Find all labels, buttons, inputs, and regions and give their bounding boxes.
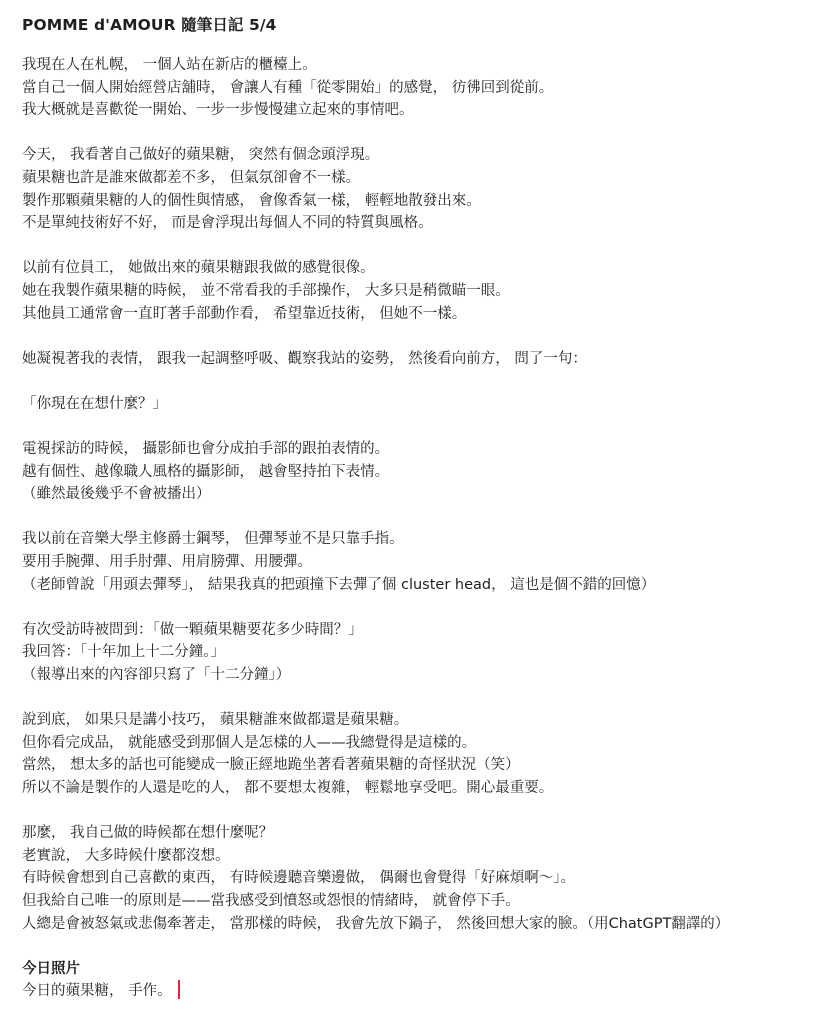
text-line: （雖然最後幾乎不會被播出） xyxy=(22,486,211,503)
paragraph xyxy=(22,528,793,596)
text-line: 人總是會被怒氣或悲傷牽著走， 當那樣的時候， 我會先放下鍋子， 然後回想大家的臉。（用ChatGPT翻譯的） xyxy=(22,915,730,932)
note-body[interactable] xyxy=(22,54,793,958)
paragraph-gap xyxy=(22,596,793,619)
text-cursor xyxy=(178,980,180,999)
text-line: 那麼， 我自己做的時候都在想什麼呢？ xyxy=(22,825,274,842)
text-line: 但你看完成品， 就能感受到那個人是怎樣的人——我總覺得是這樣的。 xyxy=(22,734,477,751)
text-line: 不是單純技術好不好， 而是會浮現出每個人不同的特質與風格。 xyxy=(22,215,433,232)
text-line: 今天， 我看著自己做好的蘋果糖， 突然有個念頭浮現。 xyxy=(22,147,380,164)
paragraph xyxy=(22,438,793,506)
text-line: 我現在人在札幌， 一個人站在新店的櫃檯上。 xyxy=(22,57,317,73)
text-line: 我大概就是喜歡從一開始、一步一步慢慢建立起來的事情吧。 xyxy=(22,102,414,119)
paragraph xyxy=(22,619,793,687)
text-line: 有時候會想到自己喜歡的東西， 有時候邊聽音樂邊做， 偶爾也會覺得「好麻煩啊〜」。 xyxy=(22,870,575,887)
text-line: 她凝視著我的表情， 跟我一起調整呼吸、觀察我站的姿勢， 然後看向前方， 問了一句： xyxy=(22,350,587,367)
text-line: （報導出來的內容卻只寫了「十二分鐘」） xyxy=(22,667,291,684)
paragraph-gap xyxy=(22,235,793,258)
paragraph-gap xyxy=(22,800,793,823)
photo-caption: 今日的蘋果糖， 手作。 xyxy=(22,983,172,1000)
paragraph-gap xyxy=(22,506,793,529)
text-line: 以前有位員工， 她做出來的蘋果糖跟我做的感覺很像。 xyxy=(22,260,375,277)
text-line: 越有個性、越像職人風格的攝影師， 越會堅持拍下表情。 xyxy=(22,463,390,480)
paragraph-gap xyxy=(22,416,793,439)
text-line: 電視採訪的時候， 攝影師也會分成拍手部的跟拍表情的。 xyxy=(22,441,390,458)
text-line: 說到底， 如果只是講小技巧， 蘋果糖誰來做都還是蘋果糖。 xyxy=(22,712,409,729)
text-line: 老實說， 大多時候什麼都沒想。 xyxy=(22,847,230,864)
photo-section-heading: 今日照片 xyxy=(22,960,80,977)
text-line: （老師曾說「用頭去彈琴」， 結果我真的把頭撞下去彈了個 cluster head， 這也是個不錯的回憶） xyxy=(22,576,656,593)
paragraph-gap xyxy=(22,687,793,710)
photo-caption-line[interactable] xyxy=(22,980,793,1003)
paragraph xyxy=(22,257,793,325)
text-line: 有次受訪時被問到：「做一顆蘋果糖要花多少時間？」 xyxy=(22,621,363,638)
text-line: 當自己一個人開始經營店舖時， 會讓人有種「從零開始」的感覺， 彷彿回到從前。 xyxy=(22,79,554,96)
paragraph-gap xyxy=(22,325,793,348)
text-line: 製作那顆蘋果糖的人的個性與情感， 會像香氣一樣， 輕輕地散發出來。 xyxy=(22,192,481,209)
text-line: 她在我製作蘋果糖的時候， 並不常看我的手部操作， 大多只是稍微瞄一眼。 xyxy=(22,282,510,299)
text-line: 其他員工通常會一直盯著手部動作看， 希望靠近技術， 但她不一樣。 xyxy=(22,305,467,322)
text-line: 「你現在在想什麼？」 xyxy=(22,395,167,412)
text-line: 當然， 想太多的話也可能變成一臉正經地跪坐著看著蘋果糖的奇怪狀況（笑） xyxy=(22,757,520,774)
paragraph-gap xyxy=(22,122,793,145)
paragraph xyxy=(22,393,793,416)
text-line: 我回答：「十年加上十二分鐘。」 xyxy=(22,644,225,661)
paragraph xyxy=(22,822,793,935)
page-title: POMME d'AMOUR 隨筆日記 5/4 xyxy=(22,16,277,34)
photo-section xyxy=(22,958,793,1003)
paragraph-gap xyxy=(22,370,793,393)
paragraph xyxy=(22,709,793,799)
text-line: 但我給自己唯一的原則是——當我感受到憤怒或怨恨的情緒時， 就會停下手。 xyxy=(22,892,520,909)
paragraph xyxy=(22,348,793,371)
text-line: 所以不論是製作的人還是吃的人， 都不要想太複雜， 輕鬆地享受吧。開心最重要。 xyxy=(22,780,554,796)
text-line: 我以前在音樂大學主修爵士鋼琴， 但彈琴並不是只靠手指。 xyxy=(22,531,404,548)
text-line: 要用手腕彈、用手肘彈、用肩膀彈、用腰彈。 xyxy=(22,554,312,571)
paragraph xyxy=(22,144,793,234)
text-line: 蘋果糖也許是誰來做都差不多， 但氣氛卻會不一樣。 xyxy=(22,169,361,186)
paragraph-gap xyxy=(22,935,793,958)
paragraph xyxy=(22,54,793,122)
